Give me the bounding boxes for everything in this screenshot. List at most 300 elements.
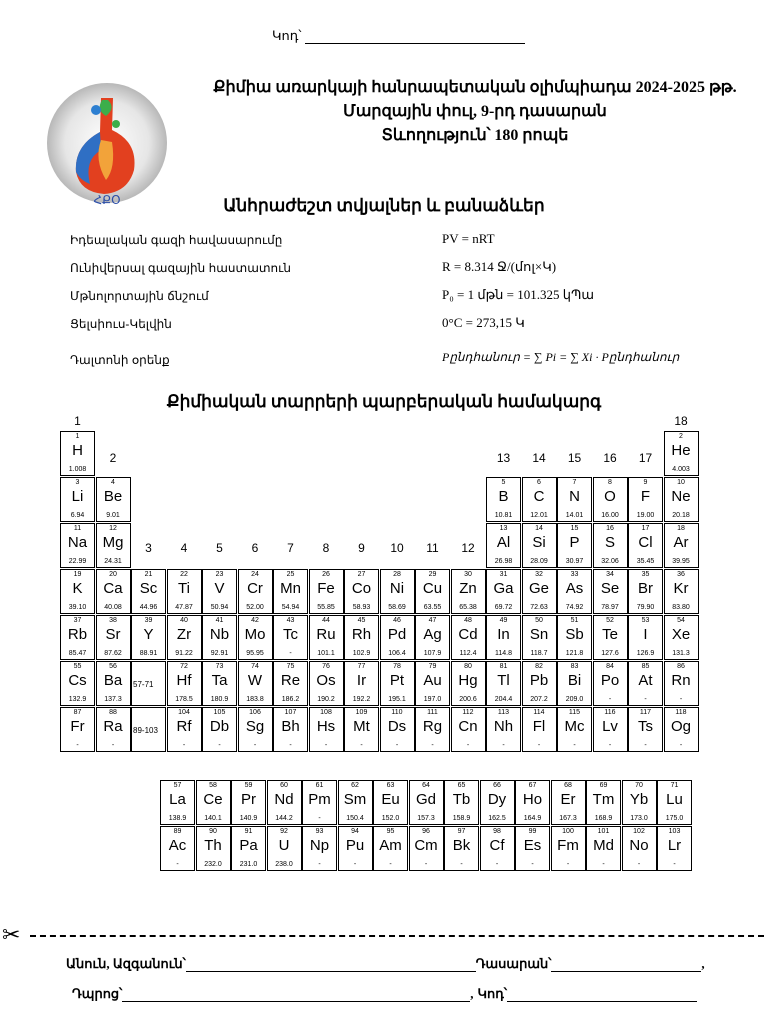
atomic-mass: 209.0 [565,696,584,703]
name-field-row [66,956,705,972]
atomic-mass: - [318,861,321,868]
top-code-line[interactable] [305,30,525,44]
top-code-label: Կոդ՝ [272,28,302,43]
atomic-number: 37 [73,617,82,624]
comma: , [470,986,474,1001]
actinide-placeholder [131,707,166,752]
scissors-icon: ✂ [2,922,21,947]
atomic-number: 57 [173,782,182,789]
atomic-mass: 112.4 [459,650,477,657]
atomic-mass: 190.2 [317,696,335,703]
atomic-number: 84 [606,663,614,670]
element-symbol: Pr [241,791,256,808]
title-line-3: Տևողություն՝ 180 րոպե [381,127,569,144]
element-cell-te [593,615,628,660]
element-symbol: H [72,442,83,459]
atomic-number: 78 [393,663,401,670]
element-symbol: Cl [638,534,653,551]
atomic-number: 104 [178,709,190,716]
element-symbol: Mt [353,718,370,735]
atomic-mass: - [537,742,541,749]
element-cell-es [515,826,550,871]
atomic-mass: 44.96 [139,604,158,611]
atomic-mass: - [76,742,79,749]
element-symbol: Ra [103,718,123,735]
element-symbol: Fr [70,718,85,735]
element-symbol: At [638,672,653,689]
element-cell-dy [480,780,515,825]
element-cell-tc [273,615,308,660]
atomic-mass: 101.1 [317,650,335,657]
lanthanide-placeholder [131,661,166,706]
atomic-number: 117 [639,709,652,716]
element-cell-se [593,569,628,614]
group-number: 4 [180,541,188,555]
element-symbol: As [565,580,584,597]
element-cell-s [593,523,628,568]
element-cell-no [622,826,657,871]
element-cell-rn [664,661,699,706]
element-cell-y [131,615,166,660]
atomic-number: 20 [109,571,117,578]
atomic-mass: 144.2 [275,815,293,822]
element-symbol: Nd [274,791,294,808]
atomic-number: 33 [570,571,579,578]
atomic-mass: 1.008 [68,466,87,473]
element-cell-np [302,826,337,871]
atomic-mass: - [424,861,428,868]
element-cell-th [196,826,231,871]
element-symbol: Mo [244,626,266,643]
element-cell-at [628,661,663,706]
atomic-number: 96 [422,828,430,835]
element-symbol: Mg [102,534,124,551]
element-symbol: C [533,488,545,505]
atomic-mass: 28.09 [530,558,548,565]
atomic-number: 111 [427,709,438,716]
element-cell-h [60,431,95,476]
element-cell-pr [231,780,266,825]
atomic-number: 110 [391,709,403,716]
atomic-mass: - [353,861,357,868]
atomic-number: 108 [320,709,332,716]
constants-title: Անհրաժեշտ տվյալներ և բանաձևեր [223,196,545,215]
svg-text:ՀՔՕ: ՀՔՕ [93,193,121,207]
atomic-number: 90 [209,828,217,835]
bottom-code-label: Կոդ՝ [477,986,507,1001]
group-number: 12 [461,541,475,555]
element-symbol: U [278,837,290,854]
element-symbol: B [498,488,509,505]
element-symbol: Tm [592,791,615,808]
dalton-formula: Pընդհանուր = ∑ Pi = ∑ Xi · Pընդհանուր [442,350,680,364]
element-symbol: Ba [103,672,123,689]
atomic-number: 88 [109,709,117,716]
element-cell-sm [338,780,373,825]
element-symbol: Sg [245,718,265,735]
atomic-number: 24 [251,571,259,578]
element-cell-ds [380,707,415,752]
element-cell-ga [486,569,521,614]
atomic-mass: 85.47 [68,650,87,657]
element-symbol: Na [67,534,88,551]
element-cell-sn [522,615,557,660]
atomic-number: 81 [499,663,508,670]
element-cell-am [373,826,408,871]
element-symbol: Cd [458,626,478,643]
atomic-number: 68 [564,782,572,789]
element-symbol: Fe [317,580,335,597]
element-cell-ba [96,661,131,706]
element-symbol: Lr [667,837,682,854]
atomic-number: 5 [501,479,506,486]
element-symbol: No [629,837,649,854]
atomic-number: 46 [393,617,401,624]
group-number: 7 [287,541,294,555]
atomic-number: 42 [251,617,259,624]
atomic-number: 28 [393,571,401,578]
atomic-mass: 69.72 [494,604,513,611]
element-cell-bi [557,661,592,706]
atomic-mass: 178.5 [175,696,193,703]
element-cell-hg [451,661,486,706]
atomic-number: 94 [351,828,359,835]
element-cell-re [273,661,308,706]
atomic-mass: - [289,650,292,657]
atomic-number: 82 [535,663,543,670]
atomic-number: 1 [75,433,80,440]
school-field[interactable] [122,989,470,1002]
atomic-mass: 30.97 [565,558,584,565]
atomic-mass: 20.18 [672,512,690,519]
atomic-mass: 162.5 [488,815,506,822]
atomic-mass: 238.0 [275,861,293,868]
atomic-mass: 195.1 [388,696,406,703]
element-cell-md [586,826,621,871]
element-symbol: Hg [458,672,478,689]
atomic-mass: - [495,861,499,868]
atomic-number: 106 [249,709,261,716]
dashed-divider [30,935,764,937]
element-symbol: Cn [458,718,478,735]
atomic-number: 54 [677,617,685,624]
element-symbol: Au [423,672,442,689]
element-symbol: Br [638,580,653,597]
element-cell-ti [167,569,202,614]
element-cell-hf [167,661,202,706]
element-symbol: Ni [389,580,405,597]
atomic-number: 2 [679,433,683,440]
atomic-number: 13 [499,525,508,532]
atomic-number: 113 [497,709,510,716]
element-symbol: Cm [414,837,438,854]
class-field[interactable] [551,959,701,972]
element-cell-w [238,661,273,706]
element-cell-og [664,707,699,752]
element-cell-nb [202,615,237,660]
atomic-number: 30 [464,571,472,578]
group-number: 11 [426,541,439,555]
atomic-number: 62 [351,782,359,789]
atomic-number: 118 [675,709,687,716]
atomic-mass: 118.7 [530,650,548,657]
atomic-number: 59 [244,782,253,789]
element-symbol: Cf [489,837,505,854]
atomic-mass: - [389,861,392,868]
olympiad-logo [46,80,168,210]
element-symbol: Os [316,672,336,689]
element-cell-cf [480,826,515,871]
atomic-mass: 92.91 [210,650,229,657]
element-symbol: Ag [423,626,442,643]
element-cell-hs [309,707,344,752]
atomic-number: 73 [215,663,224,670]
element-cell-db [202,707,237,752]
atomic-mass: 107.9 [423,650,442,657]
atomic-number: 19 [73,571,82,578]
element-cell-cm [409,826,444,871]
atomic-number: 89 [173,828,182,835]
element-cell-tb [444,780,479,825]
element-symbol: Te [602,626,618,643]
atomic-number: 9 [643,479,648,486]
atomic-mass: - [360,742,363,749]
flask-logo-icon [46,80,168,210]
atomic-mass: 65.38 [459,604,477,611]
atomic-number: 17 [641,525,650,532]
atomic-mass: - [679,696,683,703]
atomic-mass: 158.9 [452,815,471,822]
class-label: Դասարան՝ [475,956,552,971]
atomic-mass: 50.94 [210,604,229,611]
atomic-mass: 232.0 [204,861,222,868]
atomic-mass: 24.31 [104,558,122,565]
atomic-number: 101 [597,828,610,835]
atomic-mass: 197.0 [423,696,442,703]
atomic-number: 25 [286,571,295,578]
element-cell-c [522,477,557,522]
element-cell-sr [96,615,131,660]
atomic-number: 79 [428,663,437,670]
element-symbol: Pm [308,791,331,808]
atomic-mass: 183.8 [246,696,264,703]
element-cell-fr [60,707,95,752]
element-symbol: Sr [105,626,121,643]
element-symbol: S [604,534,615,551]
element-symbol: Rb [67,626,88,643]
atomic-mass: - [531,861,534,868]
element-symbol: Og [670,718,691,735]
element-cell-er [551,780,586,825]
element-cell-tl [486,661,521,706]
atomic-mass: - [673,861,676,868]
placeholder-text: 89-103 [133,726,158,735]
element-symbol: He [671,442,691,459]
atomic-mass: - [679,742,683,749]
element-cell-cu [415,569,450,614]
group-number: 8 [322,541,330,555]
element-cell-nh [486,707,521,752]
element-symbol: Zn [459,580,477,597]
atomic-mass: 32.06 [601,558,619,565]
atomic-number: 11 [73,525,82,532]
atomic-mass: - [460,861,463,868]
atomic-number: 93 [315,828,324,835]
element-symbol: Xe [671,626,691,643]
element-symbol: Cs [68,672,87,689]
element-cell-mo [238,615,273,660]
element-cell-xe [664,615,699,660]
atomic-number: 48 [464,617,472,624]
atomic-mass: 200.6 [459,696,477,703]
constant-value: PV = nRT [442,231,495,246]
atomic-mass: 164.9 [523,815,542,822]
element-cell-ra [96,707,131,752]
constant-value: P₀ = 1 մթն = 101.325 կՊա [442,287,595,302]
element-symbol: Ac [168,837,187,854]
atomic-number: 99 [528,828,537,835]
element-symbol: Be [103,488,123,505]
element-cell-f [628,477,663,522]
atomic-mass: - [502,742,505,749]
element-symbol: Mn [280,580,301,597]
atomic-number: 6 [537,479,541,486]
element-cell-ce [196,780,231,825]
element-cell-sc [131,569,166,614]
top-code-field[interactable] [272,28,525,44]
element-cell-br [628,569,663,614]
atomic-number: 112 [462,709,474,716]
atomic-number: 100 [562,828,574,835]
atomic-mass: 126.9 [636,650,655,657]
element-symbol: Yb [629,791,649,808]
element-symbol: Cu [422,580,443,597]
element-cell-sb [557,615,592,660]
element-cell-cr [238,569,273,614]
atomic-number: 91 [244,828,253,835]
element-symbol: Zr [176,626,192,643]
atomic-mass: 35.45 [636,558,655,565]
atomic-mass: 127.6 [601,650,619,657]
atomic-number: 58 [209,782,217,789]
atomic-mass: 137.3 [104,696,122,703]
atomic-mass: - [608,696,612,703]
atomic-mass: - [466,742,470,749]
element-symbol: Rf [176,718,192,735]
atomic-number: 103 [668,828,681,835]
atomic-mass: 58.93 [352,604,371,611]
atomic-number: 97 [457,828,466,835]
element-symbol: Mc [564,718,585,735]
element-symbol: Er [560,791,576,808]
element-cell-cs [60,661,95,706]
element-cell-ge [522,569,557,614]
element-cell-nd [267,780,302,825]
element-cell-b [486,477,521,522]
name-field[interactable] [186,959,476,972]
atomic-mass: 16.00 [601,512,619,519]
atomic-mass: - [253,742,257,749]
element-symbol: Ti [178,580,190,597]
atomic-mass: 106.4 [388,650,406,657]
atomic-number: 44 [322,617,330,624]
element-cell-as [557,569,592,614]
element-cell-cn [451,707,486,752]
element-cell-co [344,569,379,614]
atomic-mass: 186.2 [281,696,300,703]
school-label: Դպրոց՝ [72,986,123,1001]
element-cell-yb [622,780,657,825]
element-symbol: Sb [565,626,584,643]
atomic-mass: - [644,742,647,749]
atomic-mass: 102.9 [352,650,371,657]
element-symbol: Ts [638,718,653,735]
atomic-number: 75 [286,663,295,670]
atomic-number: 72 [180,663,188,670]
atomic-number: 15 [570,525,579,532]
element-cell-si [522,523,557,568]
atomic-mass: 63.55 [423,604,442,611]
atomic-number: 34 [606,571,614,578]
group-number: 17 [638,451,653,465]
atomic-mass: 83.80 [672,604,690,611]
element-cell-cl [628,523,663,568]
name-label: Անուն, Ազգանուն՝ [66,956,186,971]
element-cell-he [664,431,699,476]
atomic-mass: 91.22 [175,650,193,657]
element-cell-mg [96,523,131,568]
atomic-mass: 79.90 [636,604,655,611]
element-symbol: Tl [497,672,510,689]
element-symbol: Tc [283,626,298,643]
element-cell-mt [344,707,379,752]
atomic-number: 115 [568,709,581,716]
element-symbol: Sc [139,580,158,597]
atomic-mass: 19.00 [636,512,655,519]
atomic-number: 53 [641,617,650,624]
element-symbol: Th [204,837,222,854]
atomic-mass: 72.63 [530,604,548,611]
group-number: 5 [216,541,223,555]
element-cell-mn [273,569,308,614]
element-cell-i [628,615,663,660]
atomic-number: 116 [604,709,616,716]
atomic-number: 55 [73,663,82,670]
element-symbol: Rg [422,718,443,735]
atomic-mass: - [111,742,115,749]
atomic-number: 64 [422,782,430,789]
element-symbol: Ar [673,534,689,551]
element-cell-kr [664,569,699,614]
school-field-row [72,986,697,1002]
element-symbol: Ru [316,626,336,643]
atomic-number: 52 [606,617,614,624]
atomic-number: 27 [357,571,366,578]
element-cell-la [160,780,195,825]
element-symbol: Ho [522,791,543,808]
group-number: 16 [603,451,617,465]
atomic-mass: 140.1 [204,815,222,822]
atomic-mass: 132.9 [68,696,87,703]
atomic-number: 51 [570,617,579,624]
element-symbol: W [247,672,263,689]
element-cell-li [60,477,95,522]
bottom-code-field[interactable] [507,989,697,1002]
element-cell-po [593,661,628,706]
atomic-number: 18 [677,525,685,532]
element-cell-zn [451,569,486,614]
element-symbol: Fm [557,837,579,854]
